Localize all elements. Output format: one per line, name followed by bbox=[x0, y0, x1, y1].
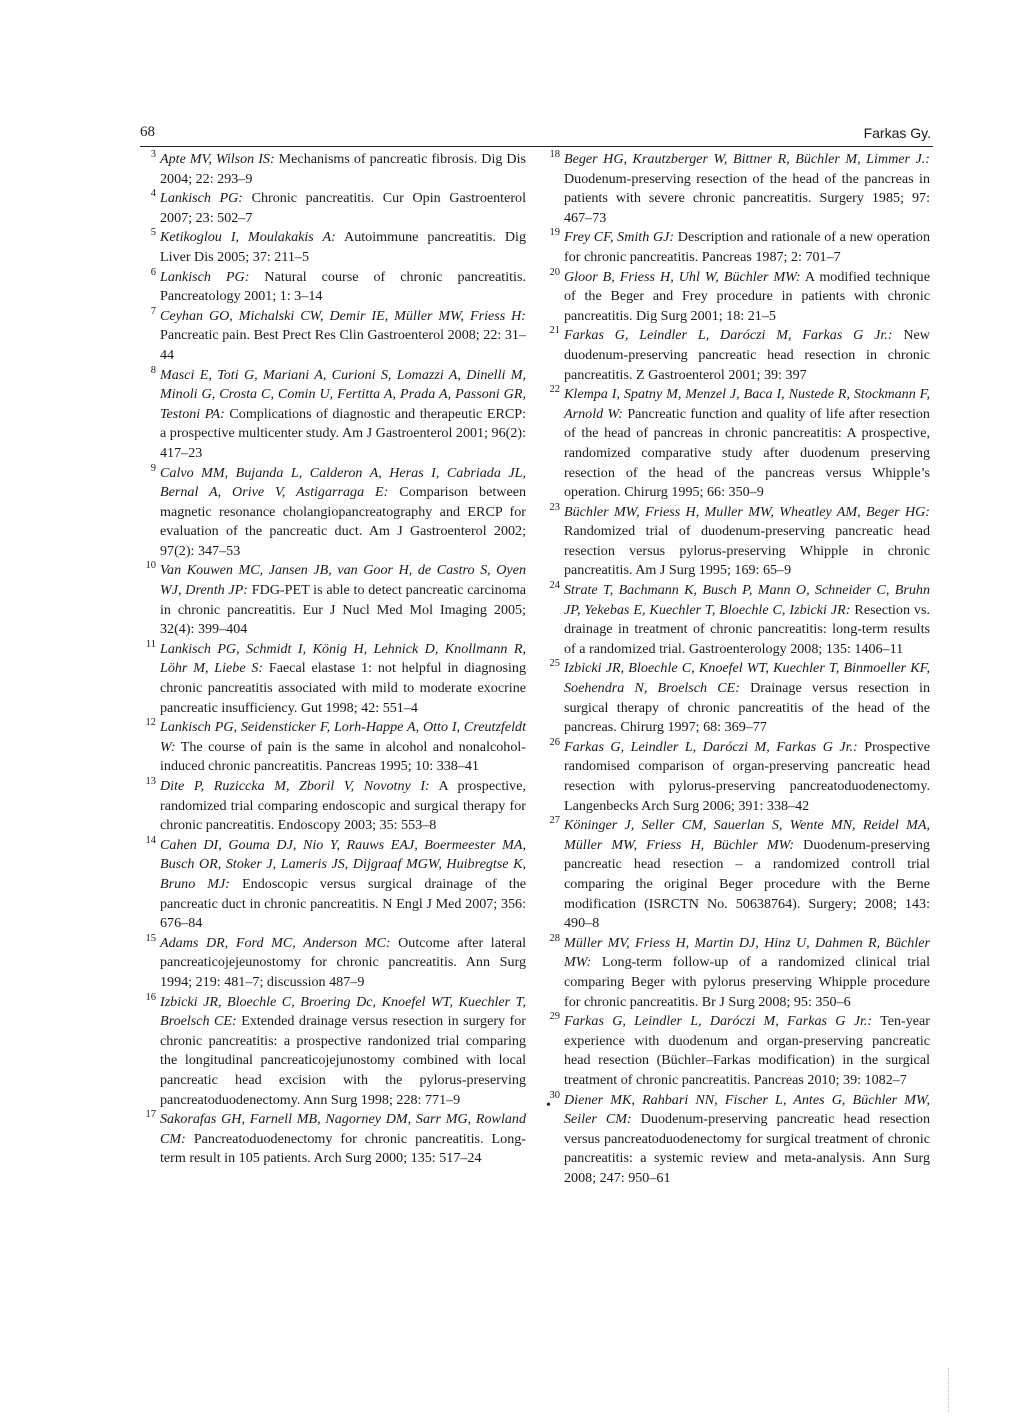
reference-number: 21 bbox=[549, 325, 560, 337]
reference-number: 26 bbox=[549, 736, 560, 748]
reference-entry bbox=[549, 266, 930, 327]
reference-citation: Complications of diagnostic and therapeutic ERCP: a prospective multicenter study. Am J Gastroenterol 2001; 96(2): 417–23 bbox=[160, 405, 527, 461]
scan-artifact bbox=[948, 1368, 950, 1412]
reference-authors: Van Kouwen MC, Jansen JB, van Goor H, de Castro S, Oyen WJ, Drenth JP: bbox=[160, 562, 526, 599]
reference-number: 14 bbox=[145, 834, 156, 846]
reference-number: 15 bbox=[145, 932, 156, 944]
reference-authors: Apte MV, Wilson IS: bbox=[160, 151, 275, 167]
reference-entry bbox=[150, 188, 526, 228]
reference-citation: Resection vs. drainage in treatment of chronic pancreatitis: long-term results of a randomized trial. Gastroenterology 2008; 135: 1406–11 bbox=[564, 601, 930, 657]
reference-entry bbox=[549, 227, 930, 267]
reference-entry bbox=[145, 834, 526, 934]
reference-authors: Gloor B, Friess H, Uhl W, Büchler MW: bbox=[564, 268, 801, 285]
reference-authors: Masci E, Toti G, Mariani A, Curioni S, Lomazzi A, Dinelli M, Minoli G, Crosta C, Comin U, Fertitta A, Prada A, Passoni GR, Testoni PA: bbox=[160, 366, 526, 422]
reference-citation: Natural course of chronic pancreatitis. Pancreatology 2001; 1: 3–14 bbox=[160, 268, 526, 305]
reference-citation: Pancreatic pain. Best Prect Res Clin Gastroenterol 2008; 22: 31–44 bbox=[160, 327, 526, 363]
reference-number: 13 bbox=[145, 776, 156, 787]
reference-number: 17 bbox=[145, 1109, 156, 1121]
reference-entry bbox=[145, 932, 526, 993]
reference-number: 23 bbox=[549, 501, 560, 513]
reference-citation: Endoscopic versus surgical drainage of the pancreatic duct in chronic pancreatitis. N Engl J Med 2007; 356: 676–84 bbox=[160, 875, 526, 932]
reference-citation: Duodenum-preserving pancreatic head resection – a randomized controll trial comparing the original Beger procedure with the Berne modification (ISRCTN No. 50638764). Surgery; 2008; 143: 490–8 bbox=[564, 836, 930, 932]
reference-number: 8 bbox=[150, 364, 156, 376]
references-left-column bbox=[145, 149, 527, 1169]
reference-number: 20 bbox=[549, 266, 560, 278]
reference-authors: Klempa I, Spatny M, Menzel J, Baca I, Nustede R, Stockmann F, Arnold W: bbox=[564, 386, 930, 422]
reference-number: 28 bbox=[549, 932, 560, 944]
reference-authors: Frey CF, Smith GJ: bbox=[564, 229, 675, 246]
reference-authors: Strate T, Bachmann K, Busch P, Mann O, Schneider C, Bruhn JP, Yekebas E, Kuechler T, Bloechle C, Izbicki JR: bbox=[564, 582, 930, 618]
reference-entry bbox=[549, 1011, 930, 1090]
page-number: 68 bbox=[140, 124, 155, 140]
reference-entry bbox=[549, 384, 930, 503]
reference-authors: Farkas G, Leindler L, Daróczi M, Farkas G Jr.: bbox=[564, 327, 893, 344]
reference-citation: Duodenum-preserving pancreatic head resection versus pancreatoduodenectomy for surgical treatment of chronic pancreatitis: a systemic review and meta-analysis. Ann Surg 2008; 247: 950–61 bbox=[564, 1111, 930, 1186]
reference-entry bbox=[150, 305, 526, 366]
reference-citation: Mechanisms of pancreatic fibrosis. Dig Dis 2004; 22: 293–9 bbox=[160, 151, 526, 187]
reference-citation: Chronic pancreatitis. Cur Opin Gastroenterol 2007; 23: 502–7 bbox=[160, 190, 526, 226]
reference-number: 9 bbox=[150, 462, 156, 474]
reference-number: 4 bbox=[150, 188, 156, 200]
reference-authors: Sakorafas GH, Farnell MB, Nagorney DM, Sarr MG, Rowland CM: bbox=[160, 1111, 526, 1147]
reference-entry bbox=[150, 462, 527, 562]
reference-number: 22 bbox=[549, 384, 560, 396]
reference-authors: Büchler MW, Friess H, Muller MW, Wheatley AM, Beger HG: bbox=[564, 503, 930, 520]
reference-number: 24 bbox=[549, 580, 560, 592]
reference-citation: The course of pain is the same in alcohol and nonalcohol-induced chronic pancreatitis. Pancreas 1995; 10: 338–41 bbox=[160, 738, 526, 775]
reference-entry bbox=[150, 227, 527, 267]
reference-authors: Lankisch PG, Schmidt I, König H, Lehnick D, Knollmann R, Löhr M, Liebe S: bbox=[160, 640, 526, 677]
reference-entry bbox=[549, 932, 930, 1012]
running-author: Farkas Gy. bbox=[863, 125, 931, 141]
reference-entry bbox=[549, 736, 930, 816]
reference-citation: Faecal elastase 1: not helpful in diagnosing chronic pancreatitis associated with mild to moderate exocrine pancreatic insufficiency. Gut 1998; 42: 551–4 bbox=[160, 660, 526, 716]
reference-citation: A prospective, randomized trial comparing endoscopic and surgical therapy for chronic pancreatitis. Endoscopy 2003; 35: 553–8 bbox=[160, 778, 527, 834]
reference-entry bbox=[549, 149, 930, 228]
reference-citation: A modified technique of the Beger and Frey procedure in patients with chronic pancreatitis. Dig Surg 2001; 18: 21–5 bbox=[564, 268, 930, 324]
reference-authors: Köninger J, Seller CM, Sauerlan S, Wente MN, Reidel MA, Müller MW, Friess H, Büchler MW: bbox=[564, 817, 930, 853]
reference-entry bbox=[549, 658, 930, 737]
reference-entry bbox=[150, 149, 526, 189]
reference-number: 18 bbox=[549, 149, 560, 160]
reference-authors: Izbicki JR, Bloechle C, Broering Dc, Knoefel WT, Kuechler T, Broelsch CE: bbox=[160, 993, 526, 1030]
reference-authors: Farkas G, Leindler L, Daróczi M, Farkas G Jr.: bbox=[564, 1013, 873, 1030]
reference-number: 29 bbox=[549, 1011, 560, 1023]
reference-entry bbox=[150, 266, 526, 307]
reference-citation: FDG-PET is able to detect pancreatic carcinoma in chronic pancreatitis. Eur J Nucl Med Mol Imaging 2005; 32(4): 399–404 bbox=[160, 582, 526, 638]
reference-citation: Pancreatic function and quality of life after resection of the head of pancreas in chronic pancreatitis: A prospective, randomized comparative study after duodenum preserving resection of the head of the pancreas versus Whipple’s operation. Chirurg 1995; 66: 350–9 bbox=[564, 405, 930, 501]
reference-entry bbox=[549, 580, 930, 659]
reference-entry bbox=[145, 717, 526, 777]
reference-citation: Long-term follow-up of a randomized clinical trial comparing Beger with pylorus preserving Whipple procedure for chronic pancreatitis. Br J Surg 2008; 95: 350–6 bbox=[564, 954, 930, 1010]
reference-entry bbox=[145, 638, 526, 718]
reference-number: 19 bbox=[549, 227, 560, 239]
reference-number: 5 bbox=[150, 227, 156, 239]
reference-citation: Prospective randomised comparison of organ-preserving pancreatic head resection with pylorus-preserving pancreatoduodenectomy. Langenbecks Arch Surg 2006; 391: 338–42 bbox=[564, 738, 930, 814]
reference-entry bbox=[549, 1089, 930, 1189]
reference-citation: Autoimmune pancreatitis. Dig Liver Dis 2005; 37: 211–5 bbox=[160, 229, 527, 265]
reference-authors: Beger HG, Krautzberger W, Bittner R, Büchler M, Limmer J.: bbox=[564, 151, 930, 167]
reference-authors: Cahen DI, Gouma DJ, Nio Y, Rauws EAJ, Boermeester MA, Busch OR, Stoker J, Lameris JS, Dijgraaf MGW, Huibregtse K, Bruno MJ: bbox=[160, 836, 526, 892]
reference-authors: Diener MK, Rahbari NN, Fischer L, Antes G, Büchler MW, Seiler CM: bbox=[564, 1091, 930, 1128]
margin-bullet-mark: • bbox=[546, 1098, 551, 1113]
reference-authors: Lankisch PG: bbox=[160, 190, 243, 207]
reference-entry bbox=[549, 501, 930, 581]
reference-number: 25 bbox=[549, 658, 560, 670]
reference-entry bbox=[549, 325, 930, 385]
reference-citation: Pancreatoduodenectomy for chronic pancreatitis. Long-term result in 105 patients. Arch Surg 2000; 135: 517–24 bbox=[160, 1130, 526, 1167]
reference-number: 3 bbox=[150, 149, 156, 160]
reference-authors: Ketikoglou I, Moulakakis A: bbox=[160, 229, 336, 246]
reference-authors: Adams DR, Ford MC, Anderson MC: bbox=[160, 934, 391, 951]
reference-authors: Calvo MM, Bujanda L, Calderon A, Heras I, Cabriada JL, Bernal A, Orive V, Astigarraga E: bbox=[160, 464, 526, 501]
reference-citation: Outcome after lateral pancreaticojejeunostomy for chronic pancreatitis. Ann Surg 1994; 219: 481–7; discussion 487–9 bbox=[160, 934, 526, 990]
reference-authors: Izbicki JR, Bloechle C, Knoefel WT, Kuechler T, Binmoeller KF, Soehendra N, Broelsch CE: bbox=[564, 660, 930, 697]
reference-entry bbox=[145, 560, 526, 639]
reference-entry bbox=[145, 1109, 526, 1169]
running-header bbox=[140, 120, 933, 147]
reference-authors: Dite P, Ruziccka M, Zboril V, Novotny I: bbox=[160, 778, 430, 794]
reference-number: 11 bbox=[145, 638, 156, 650]
reference-number: 30 bbox=[549, 1089, 560, 1101]
reference-number: 6 bbox=[150, 266, 156, 278]
reference-citation: Description and rationale of a new operation for chronic pancreatitis. Pancreas 1987; 2: 701–7 bbox=[564, 229, 930, 265]
reference-entry bbox=[145, 776, 527, 836]
reference-entry bbox=[150, 364, 527, 464]
reference-authors: Müller MV, Friess H, Martin DJ, Hinz U, Dahmen R, Büchler MW: bbox=[564, 934, 930, 971]
reference-authors: Lankisch PG, Seidensticker F, Lorh-Happe A, Otto I, Creutzfeldt W: bbox=[160, 719, 526, 755]
reference-citation: Comparison between magnetic resonance cholangiopancreatography and ERCP for evaluation of the pancreatic duct. Am J Gastroenterol 2002; 97(2): 347–53 bbox=[160, 484, 527, 559]
references-right-column bbox=[549, 149, 930, 1188]
reference-citation: Extended drainage versus resection in surgery for chronic pancreatitis: a prospective randonized trial comparing the longitudinal pancreaticojejunostomy combined with local pancreatic head excision with the pylorus-preserving pancreatoduodenectomy. Ann Surg 1998; 228: 771–9 bbox=[160, 1013, 526, 1108]
reference-entry bbox=[549, 815, 930, 934]
reference-number: 12 bbox=[145, 717, 156, 729]
reference-authors: Farkas G, Leindler L, Daróczi M, Farkas G Jr.: bbox=[564, 738, 858, 755]
reference-number: 7 bbox=[150, 305, 156, 317]
reference-number: 27 bbox=[549, 815, 560, 827]
reference-authors: Lankisch PG: bbox=[160, 268, 250, 285]
reference-number: 10 bbox=[145, 560, 156, 572]
reference-citation: Ten-year experience with duodenum and organ-preserving pancreatic head resection (Büchler–Farkas modification) in the surgical treatment of chronic pancreatitis. Pancreas 2010; 39: 1082–7 bbox=[564, 1013, 930, 1088]
reference-citation: New duodenum-preserving pancreatic head resection in chronic pancreatitis. Z Gastroenterol 2001; 39: 397 bbox=[564, 327, 930, 383]
reference-citation: Randomized trial of duodenum-preserving pancreatic head resection versus pylorus-preserving Whipple in chronic pancreatitis. Am J Surg 1995; 169: 65–9 bbox=[564, 523, 930, 579]
reference-authors: Ceyhan GO, Michalski CW, Demir IE, Müller MW, Friess H: bbox=[160, 307, 526, 324]
reference-number: 16 bbox=[145, 991, 156, 1003]
reference-entry bbox=[145, 991, 526, 1111]
reference-citation: Duodenum-preserving resection of the head of the pancreas in patients with severe chronic pancreatitis. Surgery 1985; 97: 467–73 bbox=[564, 170, 930, 226]
reference-citation: Drainage versus resection in surgical therapy of chronic pancreatitis of the head of the pancreas. Chirurg 1997; 68: 369–77 bbox=[564, 680, 930, 736]
